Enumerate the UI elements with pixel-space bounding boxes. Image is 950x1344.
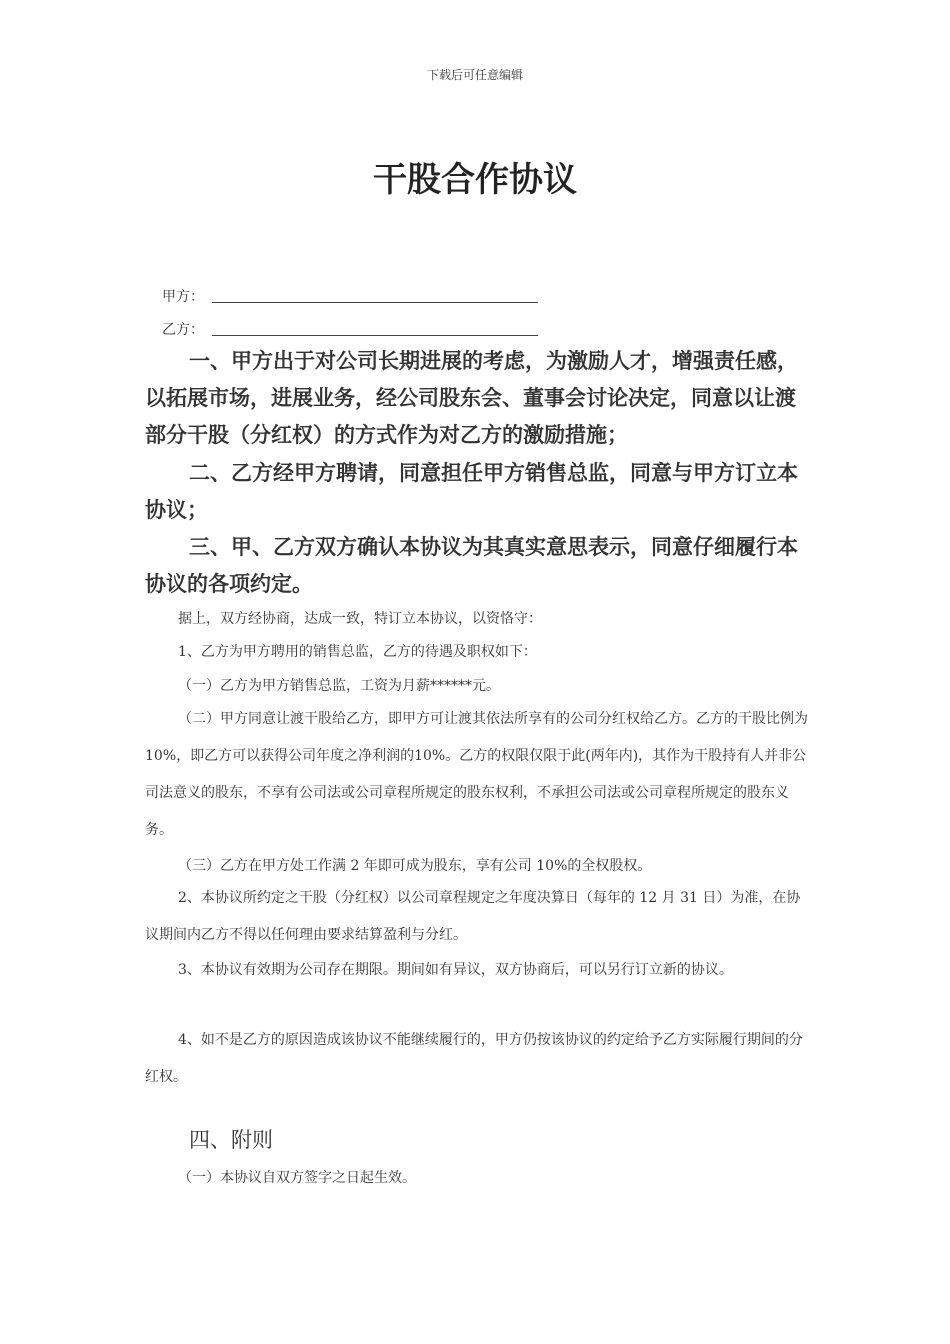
clause-intro: 据上，双方经协商，达成一致，特订立本协议，以资恪守：	[178, 611, 542, 627]
party-a-field	[162, 286, 204, 306]
clause-1-3: （三）乙方在甲方处工作满 2 年即可成为股东，享有公司 10%的全权股权。	[178, 858, 652, 874]
recital-2: 二、乙方经甲方聘请，同意担任甲方销售总监，同意与甲方订立本协议；	[145, 461, 798, 522]
section-4-heading: 四、附则	[189, 1128, 273, 1152]
party-b-label: 乙方：	[162, 322, 204, 338]
recital-3: 三、甲、乙方双方确认本协议为其真实意思表示，同意仔细履行本协议的各项约定。	[145, 535, 798, 596]
clause-3: 3、本协议有效期为公司存在期限。期间如有异议，双方协商后，可以另行订立新的协议。	[178, 962, 733, 978]
page-title: 干股合作协议	[373, 160, 577, 200]
header-note: 下载后可任意编辑	[426, 68, 523, 82]
party-a-underline	[212, 302, 538, 303]
clause-4: 4、如不是乙方的原因造成该协议不能继续履行的，甲方仍按该协议的约定给予乙方实际履行期间的分红权。	[145, 1032, 803, 1085]
clause-1-2: （二）甲方同意让渡干股给乙方，即甲方可让渡其依法所享有的公司分红权给乙方。乙方的干股比例为10%，即乙方可以获得公司年度之净利润的10%。乙方的权限仅限于此(两年内)，其作为干股持有人并非公司法意义的股东，不享有公司法或公司章程所规定的股东权利，不承担公司法或公司章程所规定的股东义务。	[145, 711, 808, 838]
section-4-item-1: （一）本协议自双方签字之日起生效。	[178, 1170, 416, 1186]
recital-1: 一、甲方出于对公司长期进展的考虑，为激励人才，增强责任感，以拓展市场，进展业务，经公司股东会、董事会讨论决定，同意以让渡部分干股（分红权）的方式作为对乙方的激励措施；	[145, 349, 798, 447]
clause-2: 2、本协议所约定之干股（分红权）以公司章程规定之年度决算日（每年的 12 月 31 日）为准，在协议期间内乙方不得以任何理由要求结算盈利与分红。	[145, 890, 801, 943]
clause-1: 1、乙方为甲方聘用的销售总监，乙方的待遇及职权如下：	[178, 644, 537, 660]
party-b-underline	[212, 335, 538, 336]
party-b-field	[162, 319, 204, 339]
clause-1-1: （一）乙方为甲方销售总监，工资为月薪******元。	[178, 678, 500, 694]
party-a-label: 甲方：	[162, 289, 204, 305]
